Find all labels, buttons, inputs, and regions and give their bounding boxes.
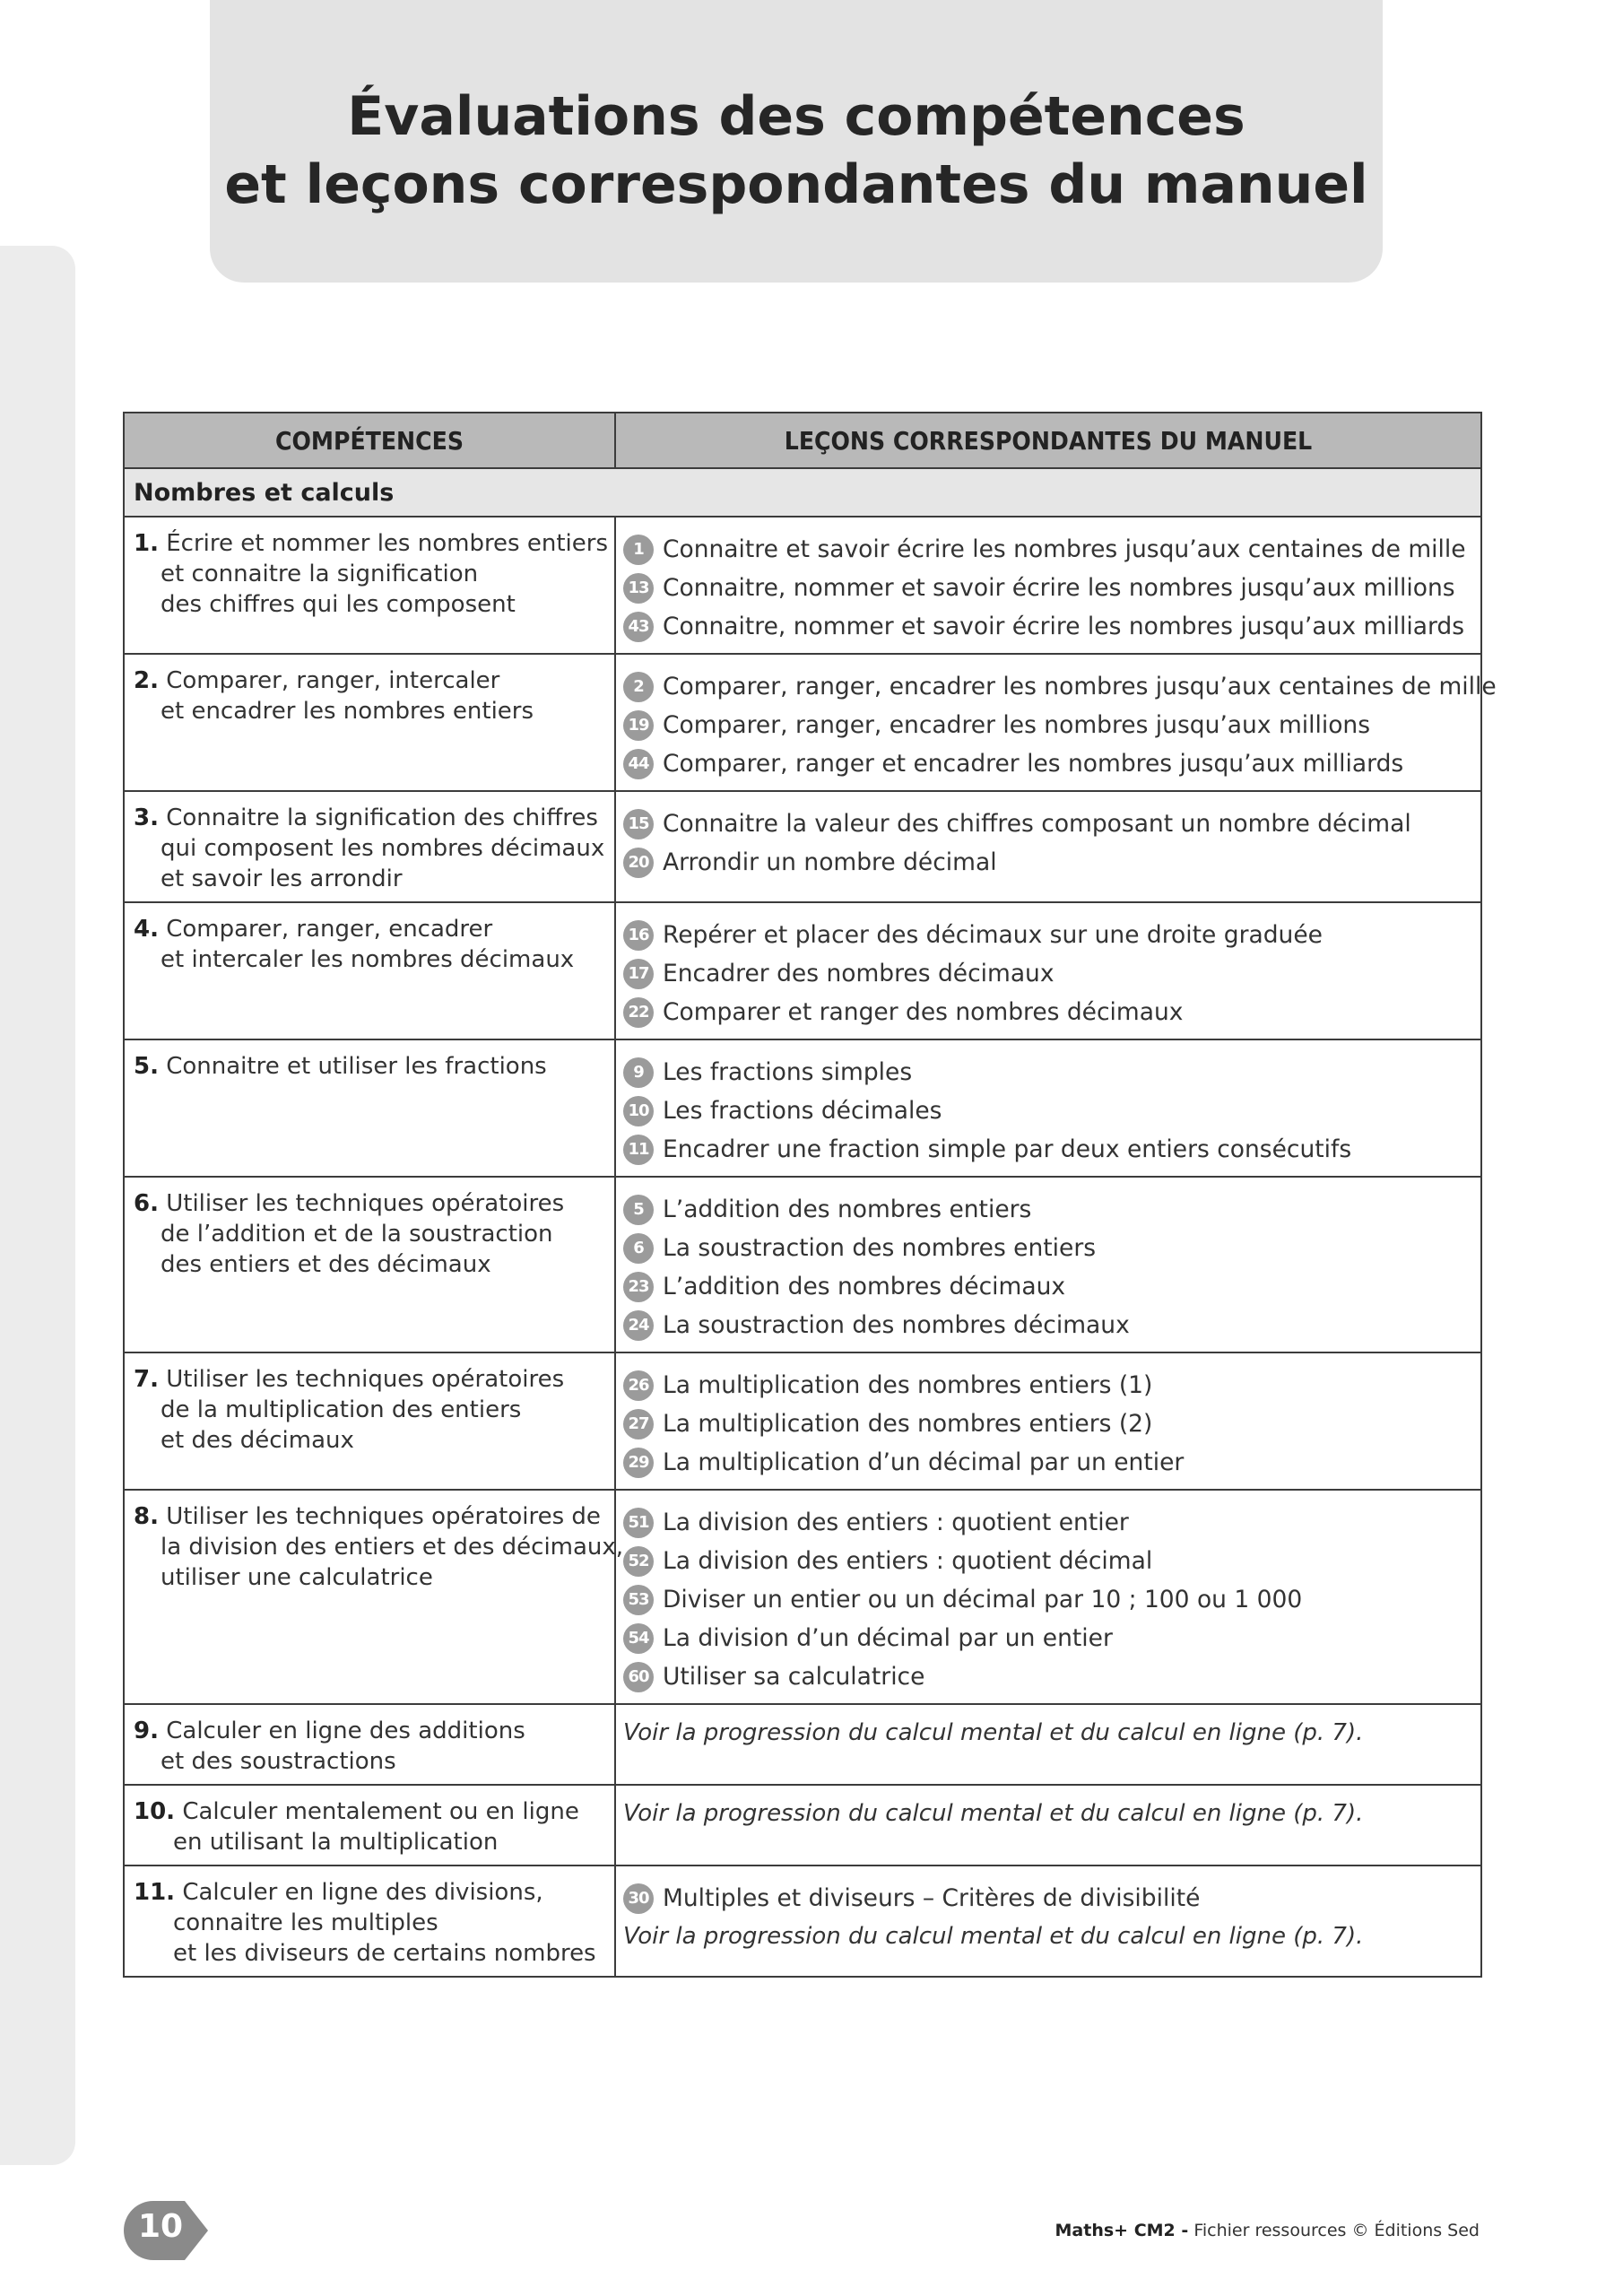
lesson-number-badge: 54	[623, 1623, 654, 1654]
footer-brand: Maths+ CM2 -	[1055, 2221, 1189, 2240]
lesson-title: La multiplication d’un décimal par un entier	[663, 1448, 1185, 1476]
lesson-item	[623, 530, 1475, 569]
lesson-item	[623, 993, 1475, 1031]
lessons-cell	[615, 1177, 1481, 1352]
competence-line	[134, 1796, 609, 1827]
table-header-row	[124, 413, 1481, 468]
competence-line: de l’addition et de la soustraction	[161, 1221, 553, 1248]
lesson-item	[623, 1053, 1475, 1091]
lesson-title: Les fractions simples	[663, 1058, 913, 1086]
competence-line: et connaitre la signification	[161, 561, 479, 587]
competence-cell	[124, 1704, 615, 1785]
lesson-number-badge: 9	[623, 1057, 654, 1088]
lesson-title: Encadrer une fraction simple par deux entiers consécutifs	[663, 1135, 1352, 1163]
competence-number: 11.	[134, 1879, 176, 1906]
competence-number: 5.	[134, 1053, 159, 1080]
table-row	[124, 1866, 1481, 1977]
table-row	[124, 517, 1481, 654]
lesson-item	[623, 706, 1475, 744]
page-title	[210, 83, 1383, 219]
competence-line	[134, 665, 609, 696]
competence-line	[134, 1188, 609, 1219]
competence-text: Calculer en ligne des additions	[166, 1718, 525, 1744]
table-row	[124, 654, 1481, 791]
lesson-title: Connaitre, nommer et savoir écrire les nombres jusqu’aux millions	[663, 574, 1455, 602]
lesson-title: La division d’un décimal par un entier	[663, 1624, 1113, 1652]
lesson-number-badge: 17	[623, 959, 654, 989]
lesson-title: Arrondir un nombre décimal	[663, 848, 997, 876]
competence-number: 4.	[134, 916, 159, 943]
competence-line: connaitre les multiples	[173, 1909, 438, 1936]
lesson-item	[623, 1619, 1475, 1657]
lesson-item	[623, 843, 1475, 882]
competence-number: 10.	[134, 1798, 176, 1825]
lesson-item	[623, 954, 1475, 993]
competence-cell	[124, 1785, 615, 1866]
lesson-number-badge: 24	[623, 1310, 654, 1341]
lesson-title: Connaitre, nommer et savoir écrire les nombres jusqu’aux milliards	[663, 613, 1465, 640]
page-number: 10	[138, 2208, 184, 2245]
progression-reference: Voir la progression du calcul mental et du calcul en ligne (p. 7).	[623, 1800, 1364, 1827]
competence-line	[134, 803, 609, 833]
header-competences: COMPÉTENCES	[124, 413, 615, 468]
lesson-number-badge: 19	[623, 710, 654, 741]
competence-line: et des décimaux	[161, 1427, 354, 1454]
competence-line	[134, 1051, 609, 1082]
lesson-item	[623, 1580, 1475, 1619]
competence-cell	[124, 902, 615, 1039]
competence-line: utiliser une calculatrice	[161, 1564, 433, 1591]
competence-cell	[124, 654, 615, 791]
lesson-title: Repérer et placer des décimaux sur une droite graduée	[663, 921, 1323, 949]
lesson-title: Comparer, ranger, encadrer les nombres jusqu’aux centaines de mille	[663, 673, 1497, 700]
competence-line: la division des entiers et des décimaux,	[161, 1534, 624, 1561]
competence-line	[134, 528, 609, 559]
competence-cell	[124, 1490, 624, 1704]
lesson-item	[623, 667, 1497, 706]
table-row	[124, 1490, 1481, 1704]
lesson-number-badge: 16	[623, 920, 654, 951]
competence-number: 8.	[134, 1503, 159, 1530]
lesson-number-badge: 51	[623, 1508, 654, 1538]
lesson-item	[623, 804, 1475, 843]
competence-cell	[124, 1039, 615, 1177]
lesson-title: La soustraction des nombres décimaux	[663, 1311, 1130, 1339]
competence-number: 1.	[134, 530, 159, 557]
table-row	[124, 902, 1481, 1039]
competence-number: 9.	[134, 1718, 159, 1744]
table-row	[124, 1704, 1481, 1785]
competence-line: et les diviseurs de certains nombres	[173, 1940, 596, 1967]
competence-line: de la multiplication des entiers	[161, 1396, 522, 1423]
lesson-number-badge: 22	[623, 997, 654, 1028]
lesson-item	[623, 1542, 1475, 1580]
lesson-number-badge: 1	[623, 535, 654, 565]
lesson-number-badge: 26	[623, 1370, 654, 1401]
lesson-number-badge: 23	[623, 1272, 654, 1302]
lesson-number-badge: 20	[623, 848, 654, 878]
lesson-item	[623, 916, 1475, 954]
competence-text: Utiliser les techniques opératoires	[166, 1190, 565, 1217]
lessons-cell	[615, 1039, 1481, 1177]
lessons-cell	[615, 654, 1497, 791]
lesson-number-badge: 43	[623, 612, 654, 642]
lesson-item	[623, 607, 1475, 646]
competence-line	[134, 1877, 609, 1908]
competence-text: Utiliser les techniques opératoires de	[166, 1503, 601, 1530]
competence-line: en utilisant la multiplication	[173, 1829, 499, 1856]
competence-text: Calculer en ligne des divisions,	[182, 1879, 543, 1906]
lessons-cell	[615, 1866, 1481, 1977]
lesson-number-badge: 11	[623, 1135, 654, 1165]
lesson-title: L’addition des nombres décimaux	[663, 1273, 1066, 1300]
lesson-item	[623, 1130, 1475, 1169]
lessons-cell	[615, 1490, 1481, 1704]
title-line-1: Évaluations des compétences	[347, 85, 1245, 148]
lesson-title: Comparer, ranger et encadrer les nombres jusqu’aux milliards	[663, 750, 1404, 778]
lesson-title: La multiplication des nombres entiers (1)	[663, 1371, 1153, 1399]
side-tab	[0, 246, 75, 2165]
competence-cell	[124, 1177, 615, 1352]
lesson-item	[623, 1657, 1475, 1696]
competence-number: 2.	[134, 667, 159, 694]
lesson-title: Diviser un entier ou un décimal par 10 ; 100 ou 1 000	[663, 1586, 1303, 1613]
page-number-badge	[122, 2199, 210, 2262]
lesson-number-badge: 29	[623, 1448, 654, 1478]
competence-line: et savoir les arrondir	[161, 865, 403, 892]
competence-text: Calculer mentalement ou en ligne	[182, 1798, 579, 1825]
competence-number: 6.	[134, 1190, 159, 1217]
table-row	[124, 1177, 1481, 1352]
progression-reference: Voir la progression du calcul mental et du calcul en ligne (p. 7).	[623, 1719, 1364, 1746]
competence-line: et des soustractions	[161, 1748, 396, 1775]
competence-cell	[124, 1866, 615, 1977]
competence-line: qui composent les nombres décimaux	[161, 835, 605, 862]
competence-number: 3.	[134, 804, 159, 831]
lesson-title: Comparer, ranger, encadrer les nombres jusqu’aux millions	[663, 711, 1371, 739]
table-row	[124, 1039, 1481, 1177]
lesson-item	[623, 1443, 1475, 1482]
lesson-number-badge: 52	[623, 1546, 654, 1577]
footer-credit	[1055, 2221, 1480, 2240]
competence-number: 7.	[134, 1366, 159, 1393]
competence-cell	[124, 791, 615, 902]
progression-reference: Voir la progression du calcul mental et du calcul en ligne (p. 7).	[623, 1923, 1364, 1950]
competence-line	[134, 914, 609, 944]
competence-line: des chiffres qui les composent	[161, 591, 516, 618]
competences-table	[123, 412, 1497, 1978]
table-row	[124, 1352, 1481, 1490]
lessons-cell	[615, 1704, 1481, 1785]
title-line-2: et leçons correspondantes du manuel	[224, 153, 1368, 216]
lesson-title: Les fractions décimales	[663, 1097, 942, 1125]
lessons-cell	[615, 791, 1481, 902]
lesson-title: L’addition des nombres entiers	[663, 1196, 1032, 1223]
table-row	[124, 1785, 1481, 1866]
competence-line: et intercaler les nombres décimaux	[161, 946, 575, 973]
competence-line	[134, 1364, 609, 1395]
competence-line	[134, 1716, 609, 1746]
section-title: Nombres et calculs	[124, 468, 1481, 517]
competence-text: Connaitre la signification des chiffres	[166, 804, 598, 831]
competence-text: Utiliser les techniques opératoires	[166, 1366, 565, 1393]
competence-text: Comparer, ranger, intercaler	[166, 667, 500, 694]
lesson-item	[623, 1229, 1475, 1267]
lesson-item	[623, 1091, 1475, 1130]
lesson-title: Connaitre la valeur des chiffres composant un nombre décimal	[663, 810, 1411, 838]
lesson-item	[623, 1405, 1475, 1443]
competence-line: des entiers et des décimaux	[161, 1251, 491, 1278]
lesson-item	[623, 1306, 1475, 1344]
lesson-title: Utiliser sa calculatrice	[663, 1663, 925, 1691]
lesson-title: Encadrer des nombres décimaux	[663, 960, 1055, 987]
competence-cell	[124, 1352, 615, 1490]
header-lecons: LEÇONS CORRESPONDANTES DU MANUEL	[615, 413, 1481, 468]
competence-cell	[124, 517, 615, 654]
lesson-title: Connaitre et savoir écrire les nombres jusqu’aux centaines de mille	[663, 535, 1466, 563]
lessons-cell	[615, 1785, 1481, 1866]
lesson-item	[623, 1190, 1475, 1229]
lessons-cell	[615, 902, 1481, 1039]
competence-line: et encadrer les nombres entiers	[161, 698, 534, 725]
lesson-item	[623, 1267, 1475, 1306]
lesson-number-badge: 6	[623, 1233, 654, 1264]
competence-text: Comparer, ranger, encadrer	[166, 916, 493, 943]
lesson-item	[623, 1879, 1475, 1918]
lesson-item	[623, 569, 1475, 607]
lesson-item	[623, 1366, 1475, 1405]
lesson-number-badge: 10	[623, 1096, 654, 1126]
lesson-number-badge: 5	[623, 1195, 654, 1225]
lesson-title: La multiplication des nombres entiers (2)	[663, 1410, 1153, 1438]
lesson-number-badge: 53	[623, 1585, 654, 1615]
competence-text: Écrire et nommer les nombres entiers	[166, 530, 608, 557]
lesson-number-badge: 2	[623, 672, 654, 702]
section-row	[124, 468, 1481, 517]
lesson-number-badge: 60	[623, 1662, 654, 1692]
lesson-number-badge: 30	[623, 1883, 654, 1914]
table-row	[124, 791, 1481, 902]
lesson-title: La soustraction des nombres entiers	[663, 1234, 1097, 1262]
lesson-number-badge: 15	[623, 809, 654, 839]
lesson-number-badge: 27	[623, 1409, 654, 1439]
lesson-title: Comparer et ranger des nombres décimaux	[663, 998, 1184, 1026]
lesson-item	[623, 744, 1475, 783]
lesson-number-badge: 44	[623, 749, 654, 779]
lessons-cell	[615, 1352, 1481, 1490]
lessons-cell	[615, 517, 1481, 654]
lesson-title: La division des entiers : quotient entier	[663, 1509, 1129, 1536]
lesson-number-badge: 13	[623, 573, 654, 604]
footer-credit-text: Fichier ressources © Éditions Sed	[1188, 2221, 1480, 2240]
lesson-title: La division des entiers : quotient décimal	[663, 1547, 1153, 1575]
lesson-title: Multiples et diviseurs – Critères de divisibilité	[663, 1884, 1201, 1912]
competence-text: Connaitre et utiliser les fractions	[166, 1053, 547, 1080]
competence-line	[134, 1501, 609, 1532]
lesson-item	[623, 1503, 1475, 1542]
title-box	[210, 0, 1383, 283]
